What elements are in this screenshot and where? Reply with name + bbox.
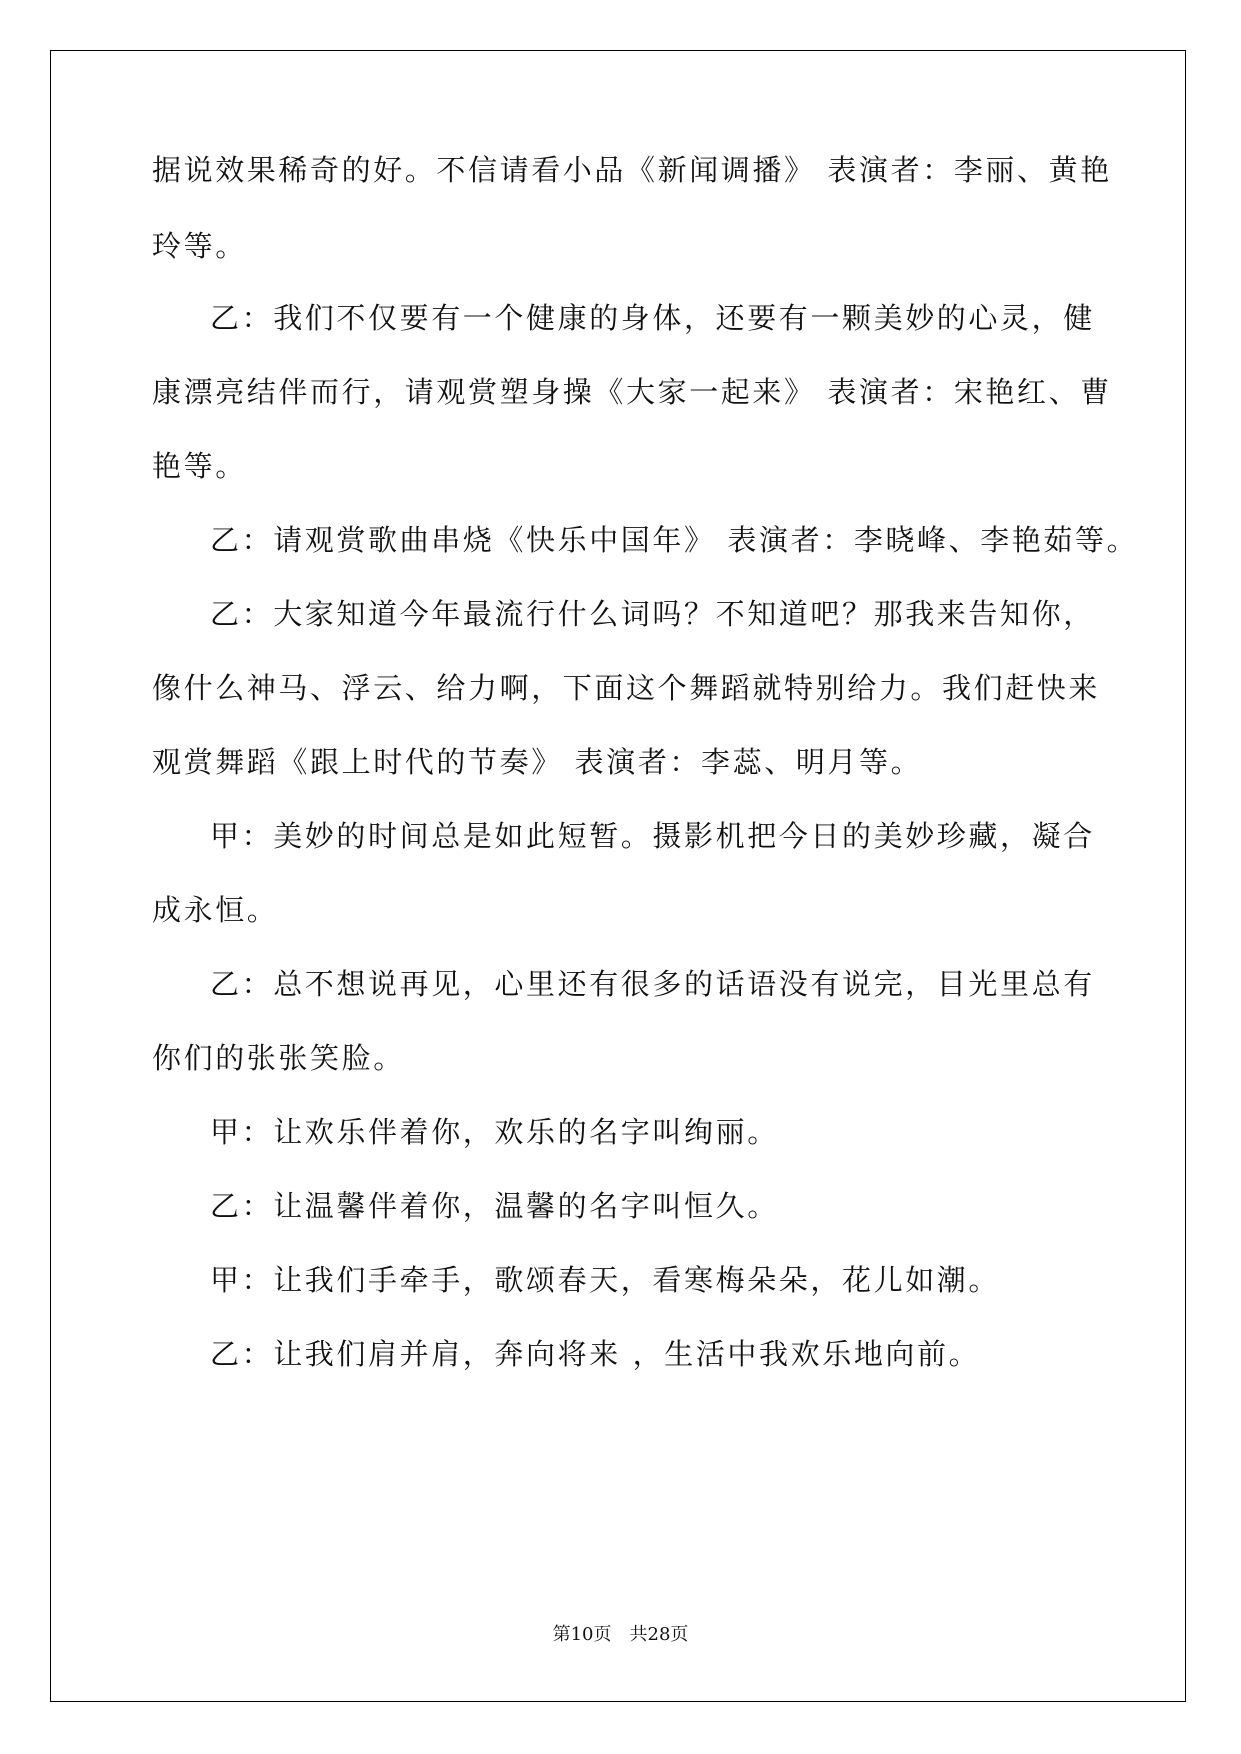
paragraph-line: 艳等。	[152, 449, 247, 483]
paragraph-line: 乙：大家知道今年最流行什么词吗？不知道吧？那我来告知你，	[210, 597, 1095, 631]
paragraph-line: 成永恒。	[152, 893, 279, 927]
paragraph-line: 乙：让我们肩并肩，奔向将来 ，生活中我欢乐地向前。	[210, 1337, 981, 1371]
paragraph-line: 甲：让欢乐伴着你，欢乐的名字叫绚丽。	[210, 1115, 779, 1149]
page-number-current: 第10页	[552, 1624, 612, 1645]
paragraph-line: 甲：让我们手牵手，歌颂春天，看寒梅朵朵，花儿如潮。	[210, 1263, 1001, 1297]
paragraph-line: 你们的张张笑脸。	[152, 1041, 405, 1075]
paragraph-line: 甲：美妙的时间总是如此短暂。摄影机把今日的美妙珍藏，凝合	[210, 819, 1095, 853]
paragraph-line: 玲等。	[152, 229, 247, 263]
paragraph-line: 像什么神马、浮云、给力啊，下面这个舞蹈就特别给力。我们赶快来	[152, 671, 1101, 705]
paragraph-line: 乙：我们不仅要有一个健康的身体，还要有一颗美妙的心灵，健	[210, 301, 1095, 335]
page-footer	[0, 1620, 1241, 1646]
paragraph-line: 乙：请观赏歌曲串烧《快乐中国年》 表演者：李晓峰、李艳茹等。	[210, 523, 1139, 557]
paragraph-line: 观赏舞蹈《跟上时代的节奏》 表演者：李蕊、明月等。	[152, 745, 923, 779]
paragraph-line: 乙：让温馨伴着你，温馨的名字叫恒久。	[210, 1189, 779, 1223]
paragraph-line: 康漂亮结伴而行，请观赏塑身操《大家一起来》 表演者：宋艳红、曹	[152, 375, 1112, 409]
paragraph-line: 据说效果稀奇的好。不信请看小品《新闻调播》 表演者：李丽、黄艳	[152, 153, 1112, 187]
page-border	[50, 50, 1186, 1702]
page-number-total: 共28页	[629, 1624, 689, 1645]
paragraph-line: 乙：总不想说再见，心里还有很多的话语没有说完，目光里总有	[210, 967, 1095, 1001]
